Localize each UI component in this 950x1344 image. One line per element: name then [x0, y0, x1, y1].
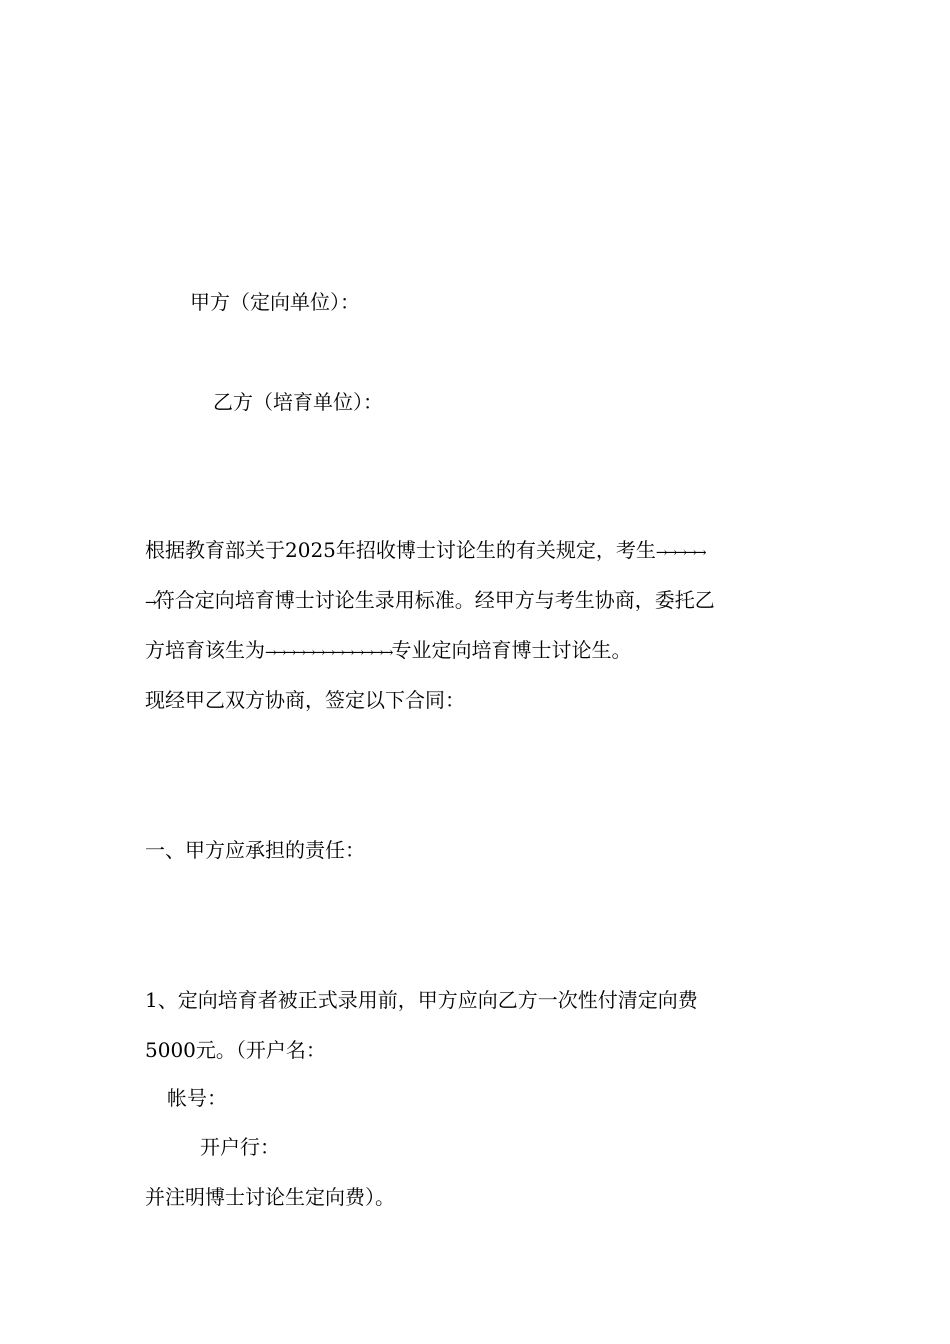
- section-1-heading: 一、甲方应承担的责任：: [145, 838, 365, 862]
- candidate-name-blank: →→→→→: [655, 544, 705, 561]
- item-1-line-1: 1、定向培育者被正式录用前，甲方应向乙方一次性付清定向费: [145, 988, 698, 1012]
- intro-line-4: 现经甲乙双方协商，签定以下合同：: [145, 688, 465, 712]
- intro-line-1: [145, 538, 705, 564]
- intro-line-2-text: 符合定向培育博士讨论生录用标准。经甲方与考生协商，委托乙: [154, 588, 715, 612]
- account-number-label: 帐号：: [167, 1086, 227, 1110]
- intro-line-2: [145, 588, 715, 614]
- candidate-name-blank-continued: →: [145, 594, 155, 611]
- intro-line-3-end: 专业定向培育博士讨论生。: [391, 638, 632, 662]
- bank-label: 开户行：: [200, 1135, 280, 1159]
- intro-line-3-start: 方培育该生为: [145, 638, 265, 662]
- intro-line-3: [145, 638, 632, 664]
- party-a-label: 甲方（定向单位）：: [190, 290, 360, 314]
- intro-line-1-text: 根据教育部关于2025年招收博士讨论生的有关规定，考生: [145, 538, 656, 562]
- item-1-closing: 并注明博士讨论生定向费）。: [145, 1185, 395, 1209]
- item-1-line-2: 5000元。（开户名：: [145, 1038, 326, 1062]
- major-blank: →→→→→→→→→→→→→: [265, 644, 392, 661]
- party-b-label: 乙方（培育单位）：: [213, 390, 383, 414]
